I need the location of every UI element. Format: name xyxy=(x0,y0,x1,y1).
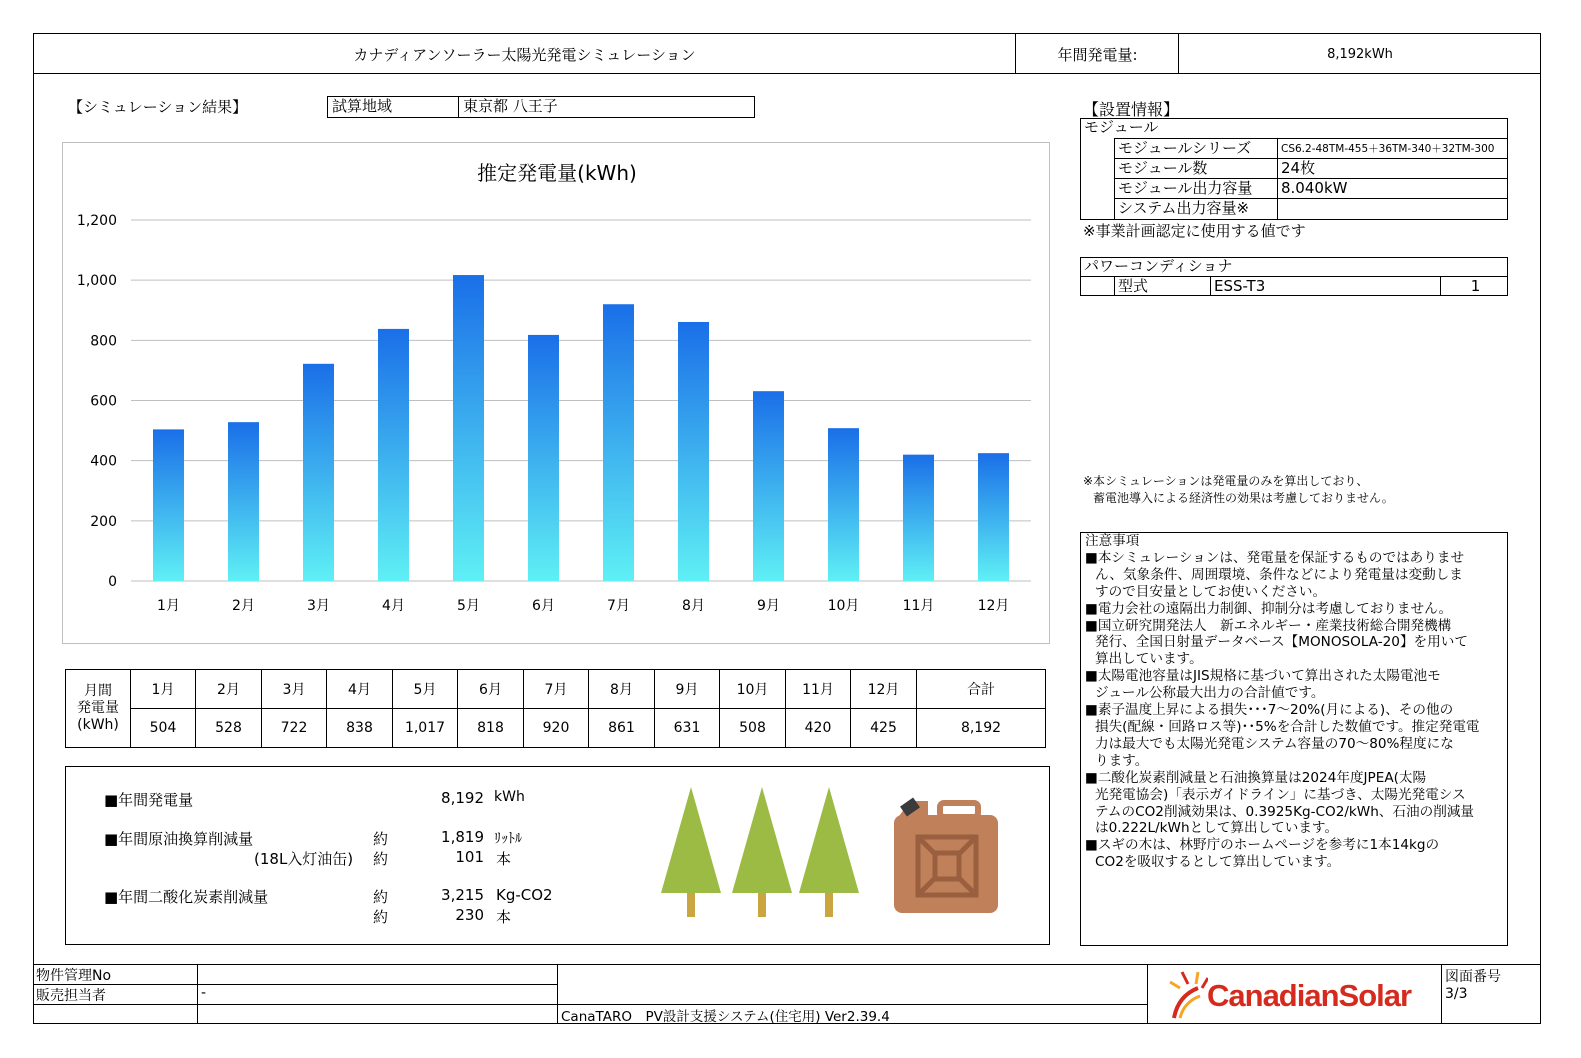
month-value: 838 xyxy=(327,709,393,748)
month-header: 1月 xyxy=(131,670,196,709)
x-tick-label: 3月 xyxy=(307,598,330,614)
generation-chart xyxy=(62,142,1050,644)
system-value xyxy=(1277,198,1508,220)
row-header-line2: 発電量 xyxy=(77,700,119,716)
install-title: 【設置情報】 xyxy=(1083,100,1180,119)
month-value: 861 xyxy=(589,709,655,748)
month-value: 818 xyxy=(458,709,524,748)
x-tick-label: 8月 xyxy=(682,598,705,614)
month-value: 504 xyxy=(131,709,196,748)
month-header: 2月 xyxy=(196,670,262,709)
total-value: 8,192 xyxy=(917,709,1046,748)
output-label: モジュール出力容量 xyxy=(1114,178,1278,199)
bar-12月 xyxy=(978,453,1009,581)
can-label: (18L入灯油缶) xyxy=(254,850,354,868)
oil-approx: 約 xyxy=(373,830,389,848)
row-header-line1: 月間 xyxy=(84,683,112,699)
notes-box xyxy=(1080,532,1508,946)
month-header: 10月 xyxy=(720,670,786,709)
mgmt-no-label: 物件管理No xyxy=(36,968,112,984)
footer-divider xyxy=(1147,964,1148,1024)
month-header: 3月 xyxy=(262,670,327,709)
x-tick-label: 10月 xyxy=(827,598,860,614)
count-value: 24枚 xyxy=(1277,158,1508,179)
output-value: 8.040kW xyxy=(1277,178,1508,199)
tree-value: 230 xyxy=(455,906,484,924)
annual-gen-value: 8,192 xyxy=(441,789,484,807)
month-header: 11月 xyxy=(786,670,851,709)
total-header: 合計 xyxy=(917,670,1046,709)
bar-9月 xyxy=(753,391,784,581)
note-line: 力は最大でも太陽光発電システム容量の70～80%程度にな xyxy=(1095,735,1454,752)
note-line: テムのCO2削減効果は、0.3925Kg-CO2/kWh、石油の削減量 xyxy=(1095,803,1475,820)
note-line: ■国立研究開発法人 新エネルギー・産業技術総合開発機構 xyxy=(1085,617,1452,634)
footer-divider xyxy=(197,964,198,1024)
x-tick-label: 9月 xyxy=(757,598,780,614)
monthly-table xyxy=(65,669,1046,748)
month-value: 528 xyxy=(196,709,262,748)
drawing-no-value: 3/3 xyxy=(1445,986,1468,1002)
module-header: モジュール xyxy=(1084,118,1159,136)
footer-divider xyxy=(1441,964,1442,1024)
can-unit: 本 xyxy=(496,850,512,868)
header-divider xyxy=(33,73,1541,74)
note-line: ジュール公称最大出力の合計値です。 xyxy=(1095,685,1325,702)
note-line: は0.222L/kWhとして算出しています。 xyxy=(1095,820,1339,837)
note-line: ■素子温度上昇による損失･･･7～20%(月による)、その他の xyxy=(1085,702,1454,719)
area-box xyxy=(327,96,755,118)
month-value: 425 xyxy=(851,709,917,748)
note-line: すので目安量としてお使いください。 xyxy=(1095,583,1327,600)
y-tick-label: 200 xyxy=(90,513,117,530)
bar-1月 xyxy=(153,429,184,581)
oil-value: 1,819 xyxy=(441,828,484,846)
x-tick-label: 5月 xyxy=(457,598,480,614)
oil-unit: ﾘｯﾄﾙ xyxy=(494,831,522,847)
x-tick-label: 1月 xyxy=(157,598,180,614)
bar-10月 xyxy=(828,428,859,581)
co2-value: 3,215 xyxy=(441,886,484,904)
install-footnote: ※事業計画認定に使用する値です xyxy=(1083,222,1306,240)
x-tick-label: 2月 xyxy=(232,598,255,614)
drawing-no-label: 図面番号 xyxy=(1445,969,1501,985)
area-label: 試算地域 xyxy=(328,97,459,117)
bar-6月 xyxy=(528,335,559,581)
note-line: ■スギの木は、林野庁のホームページを参考に1本14kgの xyxy=(1085,837,1440,854)
month-header: 7月 xyxy=(524,670,589,709)
note-line: ■二酸化炭素削減量と石油換算量は2024年度JPEA(太陽 xyxy=(1085,769,1427,786)
month-header: 8月 xyxy=(589,670,655,709)
bar-11月 xyxy=(903,455,934,581)
month-value: 631 xyxy=(655,709,720,748)
pcs-header: パワーコンディショナ xyxy=(1081,257,1507,277)
company-logo: CanadianSolar xyxy=(1207,978,1412,1013)
co2-approx: 約 xyxy=(373,888,389,906)
bar-5月 xyxy=(453,275,484,581)
x-tick-label: 4月 xyxy=(382,598,405,614)
battery-note-line1: ※本シミュレーションは発電量のみを算出しており、 xyxy=(1083,474,1369,488)
bar-8月 xyxy=(678,322,709,581)
month-value: 508 xyxy=(720,709,786,748)
chart-title: 推定発電量(kWh) xyxy=(477,161,637,185)
month-value: 722 xyxy=(262,709,327,748)
co2-unit: Kg-CO2 xyxy=(496,886,553,904)
month-header: 6月 xyxy=(458,670,524,709)
pcs-qty: 1 xyxy=(1440,276,1508,296)
system-label: システム出力容量※ xyxy=(1114,198,1278,220)
sales-rep-value: - xyxy=(201,985,207,1001)
sales-rep-label: 販売担当者 xyxy=(36,988,106,1004)
bar-7月 xyxy=(603,304,634,581)
x-tick-label: 12月 xyxy=(977,598,1010,614)
y-tick-label: 1,000 xyxy=(76,273,117,290)
y-tick-label: 400 xyxy=(90,453,117,470)
pcs-type-label: 型式 xyxy=(1114,276,1211,296)
note-line: ん、気象条件、周囲環境、条件などにより発電量は変動しま xyxy=(1095,566,1463,583)
oil-label: ■年間原油換算削減量 xyxy=(104,830,254,848)
month-header: 5月 xyxy=(393,670,458,709)
footer-divider xyxy=(557,964,558,1024)
month-header: 4月 xyxy=(327,670,393,709)
can-approx: 約 xyxy=(373,850,389,868)
note-line: ■本シミュレーションは、発電量を保証するものではありませ xyxy=(1085,549,1465,566)
note-line: 光発電協会)「表示ガイドライン」に基づき、太陽光発電シス xyxy=(1095,786,1466,803)
y-tick-label: 600 xyxy=(90,393,117,410)
notes-title: 注意事項 xyxy=(1085,533,1140,549)
note-line: CO2を吸収するとして算出しています。 xyxy=(1095,854,1341,871)
summary-box xyxy=(65,766,1050,945)
row-header xyxy=(66,670,131,748)
tree-unit: 本 xyxy=(496,908,512,926)
bar-3月 xyxy=(303,364,334,581)
month-header: 9月 xyxy=(655,670,720,709)
x-tick-label: 7月 xyxy=(607,598,630,614)
y-tick-label: 800 xyxy=(90,333,117,350)
chart-svg xyxy=(63,143,1051,645)
co2-label: ■年間二酸化炭素削減量 xyxy=(104,888,269,906)
note-line: 算出しています。 xyxy=(1095,651,1203,668)
count-label: モジュール数 xyxy=(1114,158,1278,179)
footer-top-line xyxy=(33,964,1541,965)
row-header-line3: (kWh) xyxy=(77,717,119,733)
month-value: 1,017 xyxy=(393,709,458,748)
note-line: ります。 xyxy=(1095,752,1149,769)
pcs-type-value: ESS-T3 xyxy=(1210,276,1441,296)
system-name: CanaTARO PV設計支援システム(住宅用) Ver2.39.4 xyxy=(561,1009,890,1025)
bar-2月 xyxy=(228,422,259,581)
battery-note-line2: 蓄電池導入による経済性の効果は考慮しておりません。 xyxy=(1093,491,1394,505)
tree-icon xyxy=(658,783,868,923)
month-header: 12月 xyxy=(851,670,917,709)
annual-generation-label: 年間発電量: xyxy=(1017,34,1179,74)
note-line: ■太陽電池容量はJIS規格に基づいて算出された太陽電池モ xyxy=(1085,668,1441,685)
month-value: 420 xyxy=(786,709,851,748)
month-value: 920 xyxy=(524,709,589,748)
sun-logo-icon xyxy=(1168,970,1208,1020)
page-title: カナディアンソーラー太陽光発電シミュレーション xyxy=(34,34,1016,74)
series-value: CS6.2-48TM-455＋36TM-340＋32TM-300 xyxy=(1277,138,1508,159)
series-label: モジュールシリーズ xyxy=(1114,138,1278,159)
y-tick-label: 1,200 xyxy=(76,213,117,229)
y-tick-label: 0 xyxy=(108,574,117,590)
can-value: 101 xyxy=(455,848,484,866)
oil-can-icon xyxy=(888,797,1003,917)
bar-4月 xyxy=(378,329,409,581)
annual-generation-value: 8,192kWh xyxy=(1327,46,1393,62)
footer-line xyxy=(33,984,557,985)
tree-approx: 約 xyxy=(373,908,389,926)
simulation-result-title: 【シミュレーション結果】 xyxy=(68,98,248,116)
note-line: 損失(配線・回路ロス等)･･5%を合計した数値です。推定発電電 xyxy=(1095,718,1480,735)
note-line: ■電力会社の遠隔出力制御、抑制分は考慮しておりません。 xyxy=(1085,600,1453,617)
note-line: 発行、全国日射量データベース【MONOSOLA-20】を用いて xyxy=(1095,634,1468,651)
area-value: 東京都 八王子 xyxy=(463,97,558,115)
annual-gen-unit: kWh xyxy=(494,789,525,805)
x-tick-label: 11月 xyxy=(902,598,935,614)
x-tick-label: 6月 xyxy=(532,598,555,614)
annual-gen-label: ■年間発電量 xyxy=(104,791,194,809)
